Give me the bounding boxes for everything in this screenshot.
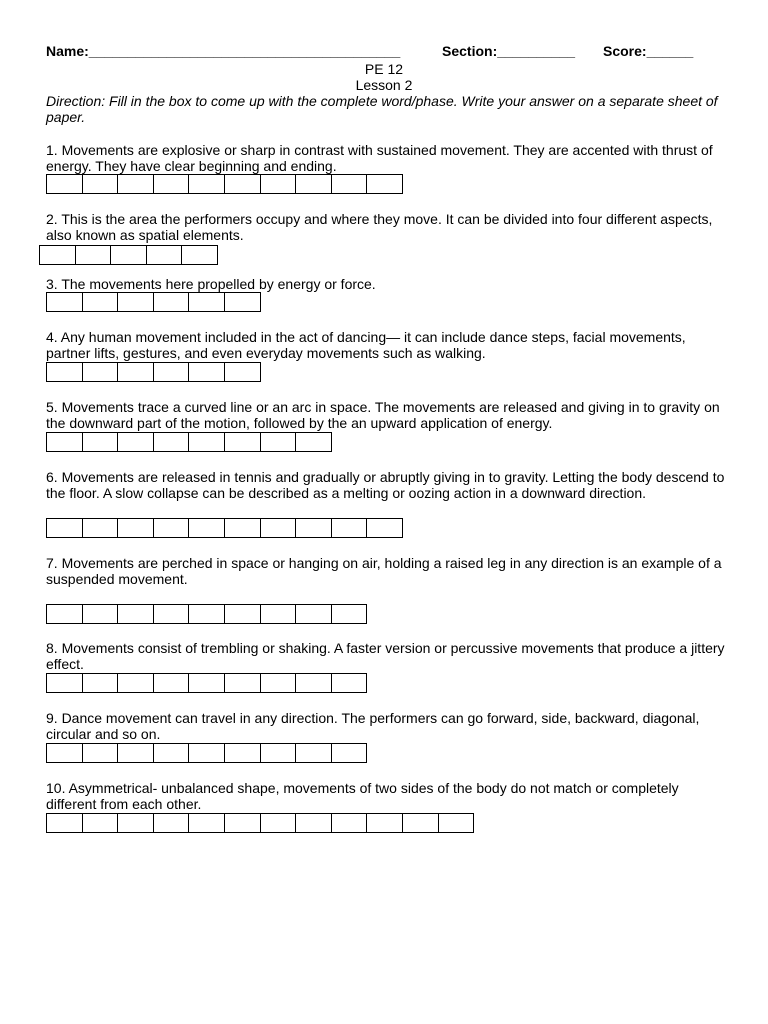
answer-box [82,362,119,382]
answer-box [153,813,190,833]
answer-box [46,292,83,312]
answer-box [153,362,190,382]
answer-box [117,673,154,693]
answer-box [117,362,154,382]
answer-boxes-10 [46,813,474,833]
answer-boxes-3 [46,292,261,312]
answer-box [224,813,261,833]
answer-boxes-1 [46,174,403,194]
answer-box [46,604,83,624]
answer-box [188,673,225,693]
answer-box [260,673,297,693]
answer-box [331,604,368,624]
answer-box [82,174,119,194]
answer-box [331,743,368,763]
answer-box [82,292,119,312]
answer-box [117,432,154,452]
section-field-label: Section:__________ [442,43,576,59]
answer-box [224,518,261,538]
answer-box [82,673,119,693]
answer-box [117,174,154,194]
answer-box [260,743,297,763]
answer-box [224,673,261,693]
answer-boxes-2 [39,245,218,265]
answer-box [188,518,225,538]
answer-boxes-8 [46,673,367,693]
answer-box [260,174,297,194]
answer-box [188,432,225,452]
answer-box [224,174,261,194]
answer-boxes-5 [46,432,332,452]
answer-box [188,743,225,763]
answer-box [153,673,190,693]
question-3: 3. The movements here propelled by energy or force. [46,276,376,292]
answer-box [188,174,225,194]
answer-box [46,518,83,538]
answer-box [117,813,154,833]
answer-box [82,813,119,833]
answer-box [188,292,225,312]
question-2: 2. This is the area the performers occupy and where they move. It can be divided into four different aspects, also known as spatial elements. [46,211,713,243]
answer-box [110,245,147,265]
answer-box [46,362,83,382]
answer-box [224,362,261,382]
answer-box [366,518,403,538]
answer-box [331,518,368,538]
answer-box [260,604,297,624]
answer-box [438,813,475,833]
answer-box [46,743,83,763]
answer-box [146,245,183,265]
answer-box [46,673,83,693]
question-6: 6. Movements are released in tennis and gradually or abruptly giving in to gravity. Letting the body descend to the floor. A slow collapse can be described as a melting or oozing action in a downward direction. [46,469,725,501]
lesson-title: Lesson 2 [355,77,413,93]
answer-box [331,813,368,833]
answer-box [153,518,190,538]
answer-box [153,604,190,624]
question-7: 7. Movements are perched in space or hanging on air, holding a raised leg in any direction is an example of a suspended movement. [46,555,722,587]
question-9: 9. Dance movement can travel in any direction. The performers can go forward, side, backward, diagonal, circular and so on. [46,710,700,742]
answer-box [224,432,261,452]
answer-box [331,673,368,693]
answer-box [331,174,368,194]
answer-box [153,292,190,312]
question-1: 1. Movements are explosive or sharp in contrast with sustained movement. They are accented with thrust of energy. They have clear beginning and ending. [46,142,713,174]
answer-box [153,432,190,452]
answer-box [295,743,332,763]
answer-box [295,174,332,194]
answer-box [260,518,297,538]
answer-box [188,362,225,382]
answer-boxes-9 [46,743,367,763]
answer-box [295,813,332,833]
answer-box [295,432,332,452]
answer-box [366,813,403,833]
question-5: 5. Movements trace a curved line or an arc in space. The movements are released and giving in to gravity on the downward part of the motion, followed by the an upward application of energy. [46,399,720,431]
answer-box [153,174,190,194]
direction-text: Direction: Fill in the box to come up with the complete word/phase. Write your answer on a separate sheet of paper. [46,93,718,125]
answer-box [117,743,154,763]
answer-box [46,813,83,833]
answer-box [117,604,154,624]
answer-boxes-7 [46,604,367,624]
answer-box [366,174,403,194]
answer-box [82,518,119,538]
score-field-label: Score:______ [603,43,694,59]
answer-box [295,604,332,624]
answer-boxes-6 [46,518,403,538]
answer-box [75,245,112,265]
answer-box [295,518,332,538]
answer-box [46,174,83,194]
answer-box [224,604,261,624]
answer-box [295,673,332,693]
question-8: 8. Movements consist of trembling or shaking. A faster version or percussive movements that produce a jittery effect. [46,640,725,672]
answer-box [82,743,119,763]
answer-box [117,292,154,312]
name-field-label: Name:________________________________________ [46,43,401,59]
answer-box [260,432,297,452]
answer-box [82,604,119,624]
answer-box [224,743,261,763]
answer-box [188,813,225,833]
answer-boxes-4 [46,362,261,382]
subject-title: PE 12 [364,61,404,77]
question-10: 10. Asymmetrical- unbalanced shape, movements of two sides of the body do not match or completely different from each other. [46,780,679,812]
answer-box [181,245,218,265]
answer-box [153,743,190,763]
answer-box [39,245,76,265]
answer-box [117,518,154,538]
answer-box [82,432,119,452]
question-4: 4. Any human movement included in the act of dancing— it can include dance steps, facial movements, partner lifts, gestures, and even everyday movements such as walking. [46,329,686,361]
answer-box [224,292,261,312]
answer-box [402,813,439,833]
answer-box [260,813,297,833]
answer-box [188,604,225,624]
answer-box [46,432,83,452]
